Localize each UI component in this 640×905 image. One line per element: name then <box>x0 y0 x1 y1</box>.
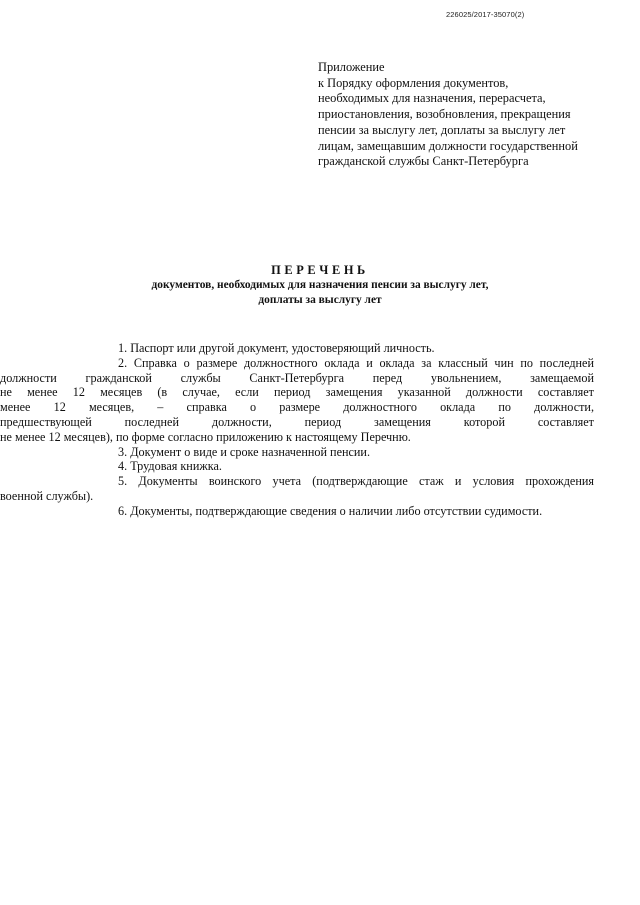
list-item-3 <box>118 445 594 460</box>
list-item-2 <box>0 355 594 445</box>
appendix-line: гражданской службы Санкт-Петербурга <box>318 154 529 169</box>
item-line: должности гражданской службы Санкт-Петербурга перед увольнением, замещаемой <box>0 370 594 385</box>
appendix-line: Приложение <box>318 60 385 74</box>
appendix-line: необходимых для назначения, перерасчета, <box>318 91 546 106</box>
item-line: менее 12 месяцев, – справка о размере должностного оклада по должности, <box>0 400 594 415</box>
appendix-note <box>318 60 618 170</box>
document-title <box>0 262 640 307</box>
item-line: 3. Документ о виде и сроке назначенной пенсии. <box>118 444 370 459</box>
appendix-line: пенсии за выслугу лет, доплаты за выслугу лет <box>318 122 566 137</box>
title-subtitle-line: доплаты за выслугу лет <box>258 293 382 306</box>
title-main: ПЕРЕЧЕНЬ <box>271 263 369 277</box>
document-number: 226025/2017-35070(2) <box>446 10 525 19</box>
appendix-line: лицам, замещавшим должности государственной <box>318 138 578 153</box>
item-line: 2. Справка о размере должностного оклада и оклада за классный чин по последней <box>118 355 594 370</box>
documents-list <box>0 341 594 519</box>
item-line: предшествующей последней должности, период замещения которой составляет <box>0 414 594 429</box>
appendix-line: к Порядку оформления документов, <box>318 75 509 90</box>
list-item-4 <box>118 459 594 474</box>
item-line: не менее 12 месяцев), по форме согласно приложению к настоящему Перечню. <box>0 429 411 444</box>
item-line: 5. Документы воинского учета (подтверждающие стаж и условия прохождения <box>118 474 594 489</box>
item-line: не менее 12 месяцев (в случае, если период замещения указанной должности составляет <box>0 385 594 400</box>
item-line: 4. Трудовая книжка. <box>118 459 222 474</box>
list-item-5 <box>0 474 594 504</box>
appendix-line: приостановления, возобновления, прекращения <box>318 107 571 122</box>
list-item-6 <box>118 504 594 519</box>
title-subtitle-line: документов, необходимых для назначения пенсии за выслугу лет, <box>151 279 489 291</box>
list-item-1 <box>118 341 594 356</box>
item-line: 1. Паспорт или другой документ, удостоверяющий личность. <box>118 341 435 355</box>
item-line: военной службы). <box>0 488 94 503</box>
item-line: 6. Документы, подтверждающие сведения о наличии либо отсутствии судимости. <box>118 503 543 518</box>
